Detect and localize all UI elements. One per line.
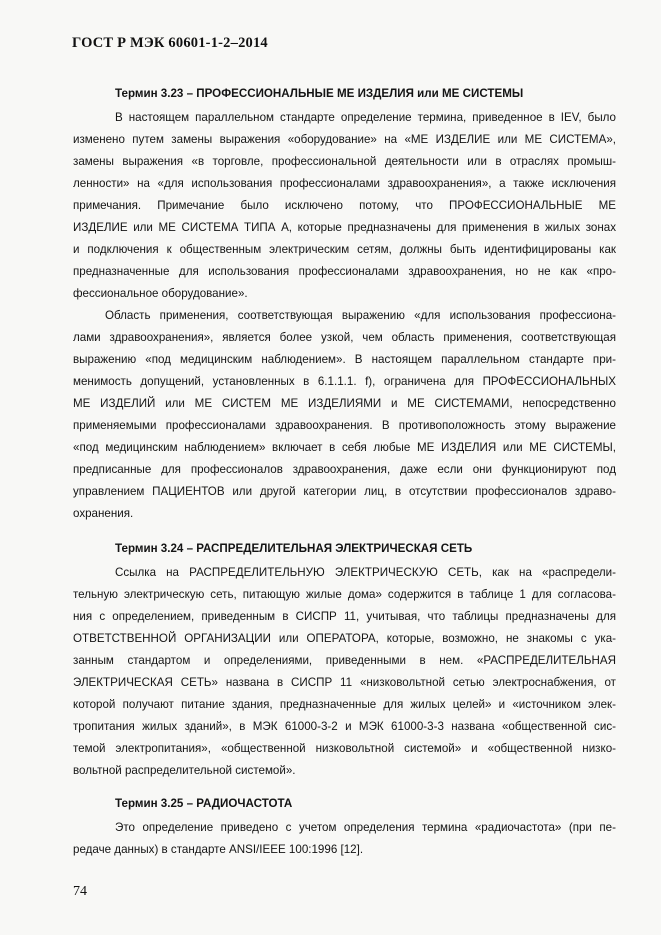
text-line: фессиональное оборудование». <box>73 287 248 300</box>
text-line: лами здравоохранения», является более узкой, чем область применения, соответствующая <box>73 331 616 344</box>
text-line: предназначенные для использования профессионалами здравоохранения, но не как «про- <box>73 265 616 278</box>
page-number: 74 <box>73 884 87 899</box>
text-line: менимость допущений, установленных в 6.1.1.1. f), ограничена для ПРОФЕССИОНАЛЬНЫХ <box>73 375 616 388</box>
text-line: В настоящем параллельном стандарте определение термина, приведенное в IEV, было <box>115 111 616 124</box>
text-line: предписанные для профессионалов здравоохранения, даже если они функционируют под <box>73 463 616 476</box>
text-line: замены выражения «в торговле, профессиональной деятельности или в отраслях промыш- <box>73 155 616 168</box>
text-line: Это определение приведено с учетом определения термина «радиочастота» (при пе- <box>115 821 616 834</box>
text-line: выражению «под медицинским наблюдением». В настоящем параллельном стандарте при- <box>73 353 616 366</box>
text-line: тельную электрическую сеть, питающую жилые дома» содержится в таблице 1 для согласова- <box>73 588 616 601</box>
text-line: «под медицинским наблюдением» включает в себя любые МЕ ИЗДЕЛИЯ или МЕ СИСТЕМЫ, <box>73 441 616 454</box>
text-line: вольтной распределительной системой». <box>73 764 296 777</box>
text-line: МЕ ИЗДЕЛИЙ или МЕ СИСТЕМ МЕ ИЗДЕЛИЯМИ и МЕ СИСТЕМАМИ, непосредственно <box>73 397 616 410</box>
text-line: управлением ПАЦИЕНТОВ или другой категории лиц, в отсутствии профессионалов здраво- <box>73 485 616 498</box>
text-line: тропитания жилых зданий», в МЭК 61000-3-2 и МЭК 61000-3-3 названа «общественной сис- <box>73 720 616 733</box>
standard-header: ГОСТ Р МЭК 60601-1-2–2014 <box>72 35 268 51</box>
text-line: занным стандартом и определениями, приведенными в нем. «РАСПРЕДЕЛИТЕЛЬНАЯ <box>73 654 616 667</box>
text-line: Область применения, соответствующая выражению «для использования профессиона- <box>105 309 616 322</box>
text-line: ленности» на «для использования профессионалами здравоохранения», а также исключения <box>73 177 616 190</box>
text-line: применяемыми профессионалами здравоохранения. В противоположность этому выражение <box>73 419 616 432</box>
text-line: темой электропитания», «общественной низковольтной системой» и «общественной низко- <box>73 742 616 755</box>
text-line: ИЗДЕЛИЕ или МЕ СИСТЕМА ТИПА А, которые предназначены для применения в жилых зонах <box>73 221 616 234</box>
text-line: примечания. Примечание было исключено потому, что ПРОФЕССИОНАЛЬНЫЕ МЕ <box>73 199 616 212</box>
text-line: Ссылка на РАСПРЕДЕЛИТЕЛЬНУЮ ЭЛЕКТРИЧЕСКУЮ СЕТЬ, как на «распредели- <box>115 566 616 579</box>
text-line: изменено путем замены выражения «оборудование» на «МЕ ИЗДЕЛИЕ или МЕ СИСТЕМА», <box>73 133 616 146</box>
text-line: и подключения к общественным электрическим сетям, должны быть идентифицированы как <box>73 243 616 256</box>
text-line: ОТВЕТСТВЕННОЙ ОРГАНИЗАЦИИ или ОПЕРАТОРА, которые, возможно, не знакомы с ука- <box>73 632 616 645</box>
text-line: ЭЛЕКТРИЧЕСКАЯ СЕТЬ» названа в СИСПР 11 «низковольтной сетью электроснабжения, от <box>73 676 616 689</box>
text-line: редаче данных) в стандарте ANSI/IEEE 100:1996 [12]. <box>73 843 364 856</box>
term-heading-3-24: Термин 3.24 – РАСПРЕДЕЛИТЕЛЬНАЯ ЭЛЕКТРИЧЕСКАЯ СЕТЬ <box>115 542 473 555</box>
term-heading-3-25: Термин 3.25 – РАДИОЧАСТОТА <box>115 797 293 810</box>
text-line: ния с определением, приведенным в СИСПР 11, учитывая, что таблицы предназначены для <box>73 610 616 623</box>
text-line: которой получают питание здания, предназначенные для жилых целей» и «источником элек- <box>73 698 616 711</box>
text-line: охранения. <box>73 507 134 520</box>
term-heading-3-23: Термин 3.23 – ПРОФЕССИОНАЛЬНЫЕ МЕ ИЗДЕЛИЯ или МЕ СИСТЕМЫ <box>115 87 524 100</box>
